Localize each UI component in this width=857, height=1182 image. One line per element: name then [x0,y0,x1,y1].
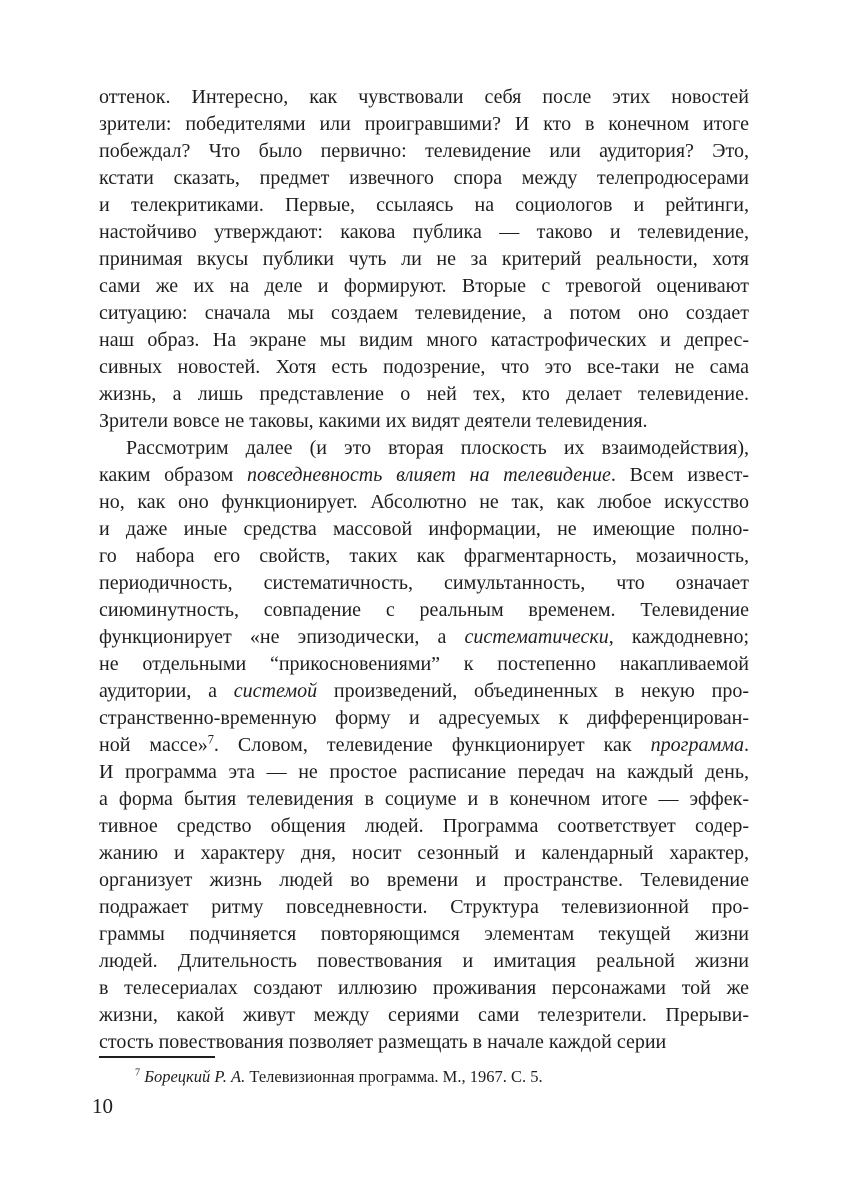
text-segment: жизнь, а лишь представление о ней тех, кто делает телевидение. [99,383,749,405]
text-segment: , каждодневно; [608,626,749,648]
text-segment: зрители: победителями или проигравшими? И кто в конечном итоге [99,113,749,135]
text-segment: жизни, какой живут между сериями сами телезрители. Прерыви- [99,1004,749,1026]
text-segment: . [744,734,749,756]
text-line [99,192,749,219]
text-segment: граммы подчиняется повторяющимся элементам текущей жизни [99,923,749,945]
text-segment: И программа эта — не простое расписание передач на каждый день, [99,761,749,783]
text-segment: сами же их на деле и формируют. Вторые с тревогой оценивают [99,275,749,297]
footnote [99,1066,749,1088]
text-segment: и даже иные средства массовой информации, не имеющие полно- [99,518,749,540]
footnote-reference: 7 [207,732,214,747]
text-segment: функционирует «не эпизодически, а [99,626,465,648]
text-line [99,435,749,462]
text-line [99,894,749,921]
text-segment: сиюминутность, совпадение с реальным временем. Телевидение [99,599,749,621]
text-line [99,651,749,678]
text-segment: систематически [464,626,609,648]
text-segment: ситуацию: сначала мы создаем телевидение, а потом оно создает [99,302,749,324]
text-segment: аудитории, а [99,680,234,702]
text-line [99,165,749,192]
text-segment: Телевизионная программа. М., 1967. С. 5. [245,1067,543,1086]
text-line [99,381,749,408]
page-number: 10 [92,1094,113,1118]
text-segment: жанию и характеру дня, носит сезонный и календарный характер, [99,842,749,864]
text-segment: странственно-временную форму и адресуемых к дифференцирован- [99,707,749,729]
text-segment: . Всем извест- [610,464,749,486]
text-segment: стость повествования позволяет размещать в начале каждой серии [99,1031,667,1053]
text-line [99,867,749,894]
text-segment: кстати сказать, предмет извечного спора между телепродюсерами [99,167,749,189]
text-line [99,597,749,624]
text-line [99,219,749,246]
text-segment: повседневность влияет на телевидение [246,464,611,486]
text-line [99,570,749,597]
text-line [99,732,749,759]
text-line [99,354,749,381]
footnote-reference: 7 [135,1067,141,1079]
text-segment: побеждал? Что было первично: телевидение или аудитория? Это, [99,140,749,162]
text-segment: оттенок. Интересно, как чувствовали себя после этих новостей [99,86,749,108]
text-line [99,300,749,327]
text-line [99,813,749,840]
text-line [99,1029,749,1056]
text-line [99,948,749,975]
text-line [99,975,749,1002]
text-line [99,489,749,516]
text-line [99,138,749,165]
text-line [99,759,749,786]
text-segment: Рассмотрим далее (и это вторая плоскость их взаимодействия), [126,437,749,459]
text-segment: а форма бытия телевидения в социуме и в конечном итоге — эффек- [99,788,749,810]
text-segment: ной массе» [99,734,208,756]
text-line [99,111,749,138]
text-line [99,1002,749,1029]
text-line [99,921,749,948]
text-segment: го набора его свойств, таких как фрагментарность, мозаичность, [99,545,749,567]
text-line [99,543,749,570]
text-line [99,786,749,813]
text-line [99,327,749,354]
text-segment: но, как оно функционирует. Абсолютно не так, как любое искусство [99,491,749,513]
text-segment: подражает ритму повседневности. Структура телевизионной про- [99,896,749,918]
text-line [99,678,749,705]
body-text [99,84,749,1056]
text-line [99,408,749,435]
text-line [99,705,749,732]
text-line [99,516,749,543]
text-line [99,246,749,273]
text-segment: наш образ. На экране мы видим много катастрофических и депрес- [99,329,749,351]
text-segment: людей. Длительность повествования и имитация реальной жизни [99,950,749,972]
text-line [99,624,749,651]
text-segment: программа [650,734,744,756]
text-segment: не отдельными “прикосновениями” к постепенно накапливаемой [99,653,749,675]
text-line [99,462,749,489]
text-line [99,840,749,867]
footnote-separator [99,1056,215,1058]
text-segment: Борецкий Р. А. [144,1067,246,1086]
text-segment: периодичность, систематичность, симультанность, что означает [99,572,749,594]
text-segment: Зрители вовсе не таковы, какими их видят деятели телевидения. [99,410,648,432]
text-segment: организует жизнь людей во времени и пространстве. Телевидение [99,869,749,891]
text-segment: произведений, объединенных в некую про- [317,680,749,702]
text-segment: тивное средство общения людей. Программа соответствует содер- [99,815,749,837]
text-line [99,273,749,300]
text-segment: принимая вкусы публики чуть ли не за критерий реальности, хотя [99,248,749,270]
text-segment: и телекритиками. Первые, ссылаясь на социологов и рейтинги, [99,194,749,216]
text-line [99,84,749,111]
text-segment: системой [233,680,318,702]
text-segment: настойчиво утверждают: какова публика — таково и телевидение, [99,221,749,243]
text-segment: . Словом, телевидение функционирует как [213,734,651,756]
text-segment: в телесериалах создают иллюзию проживания персонажами той же [99,977,749,999]
text-segment: каким образом [99,464,247,486]
text-segment: сивных новостей. Хотя есть подозрение, что это все-таки не сама [99,356,749,378]
